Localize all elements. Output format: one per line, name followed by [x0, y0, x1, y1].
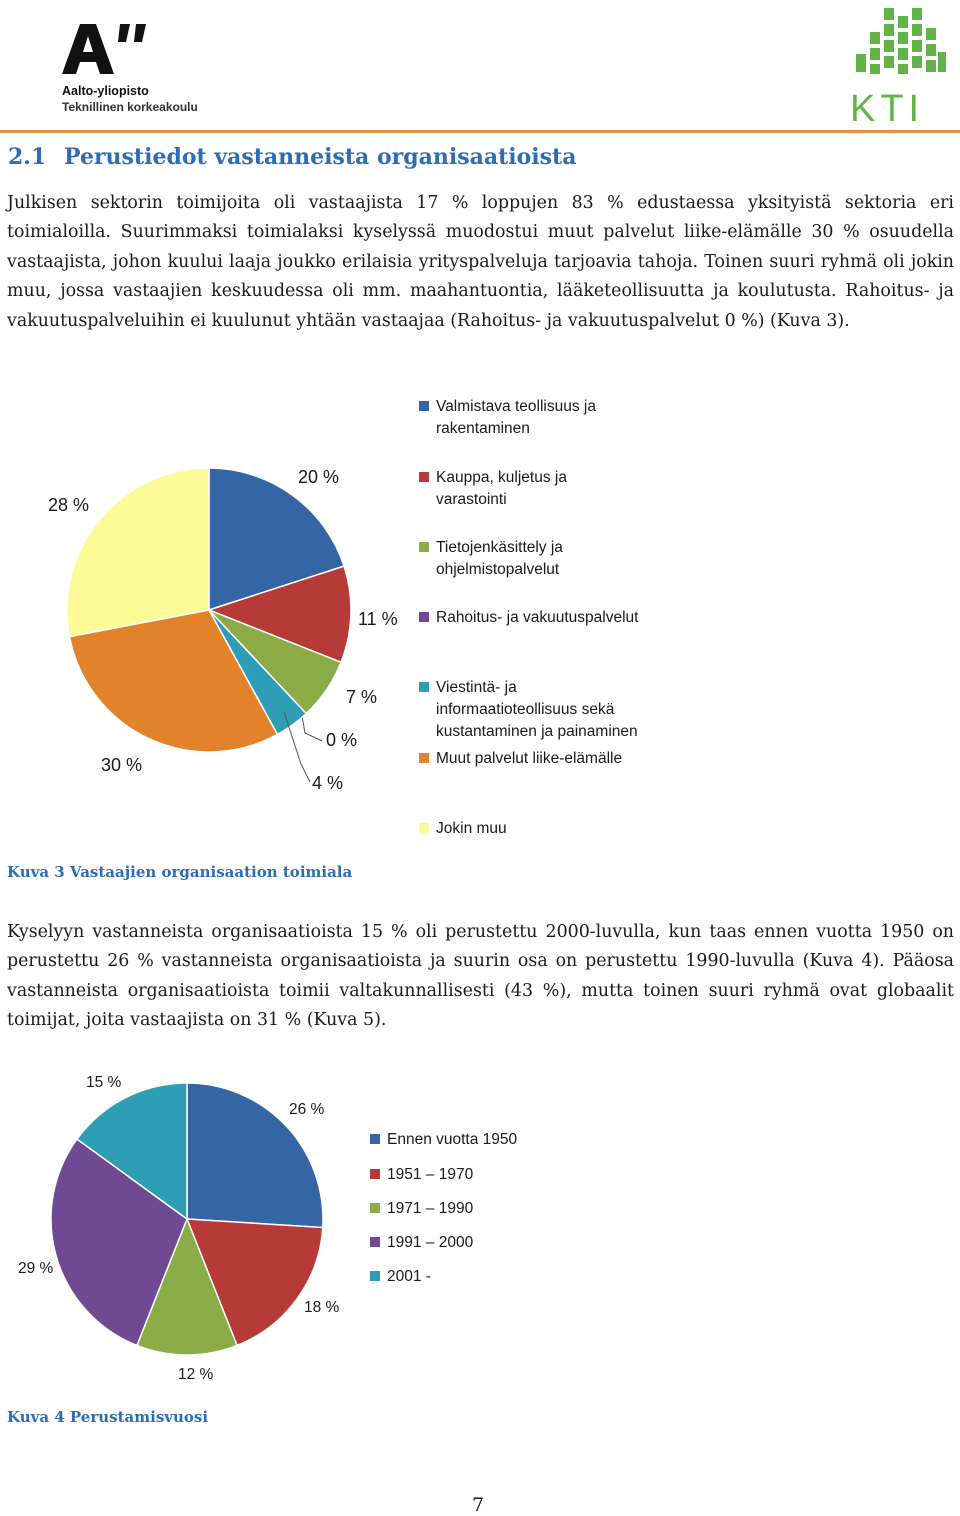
founding-legend-label-2: 1951 – 1970	[387, 1166, 474, 1183]
aalto-logo-line1: Aalto-yliopisto	[62, 84, 149, 98]
section-title: Perustiedot vastanneista organisaatioista	[64, 144, 577, 170]
industry-legend-swatch-5	[419, 682, 429, 692]
founding-slice-4-data-label: 29 %	[18, 1260, 54, 1277]
industry-legend-label-3: Tietojenkäsittely ja	[436, 539, 563, 556]
figure-caption-4: Kuva 4 Perustamisvuosi	[7, 1408, 209, 1426]
founding-legend-swatch-1	[370, 1134, 380, 1144]
founding-slice-3-data-label: 12 %	[178, 1366, 214, 1383]
founding-legend-label-1: Ennen vuotta 1950	[387, 1131, 518, 1148]
figure-caption-3: Kuva 3 Vastaajien organisaation toimiala	[7, 863, 353, 881]
industry-legend-swatch-4	[419, 612, 429, 622]
founding-legend-label-3: 1971 – 1990	[387, 1200, 474, 1217]
founding-legend-swatch-5	[370, 1271, 380, 1281]
industry-legend-label-5: Viestintä- ja	[436, 679, 517, 696]
founding-legend-label-4: 1991 – 2000	[387, 1234, 474, 1251]
pie-chart-founding-year	[18, 1074, 518, 1383]
industry-legend-label-2: Kauppa, kuljetus ja	[436, 469, 567, 486]
industry-legend-label-1: rakentaminen	[436, 420, 530, 437]
founding-legend-label-5: 2001 -	[387, 1268, 431, 1285]
founding-slice-5-data-label: 15 %	[86, 1074, 122, 1091]
kti-logo-text: KTI	[850, 88, 925, 130]
industry-legend-swatch-2	[419, 472, 429, 482]
industry-legend-label-6: Muut palvelut liike-elämälle	[436, 750, 623, 767]
industry-legend-swatch-7	[419, 823, 429, 833]
industry-legend-swatch-6	[419, 753, 429, 763]
industry-legend-label-3: ohjelmistopalvelut	[436, 561, 560, 578]
paragraph-2: Kyselyyn vastanneista organisaatioista 15 % oli perustettu 2000-luvulla, kun taas ennen vuotta 1950 on perustettu 26 % vastanneista organisaatioista ja suurin osa on perustettu 1990-luvulla (Kuva 4). Pääosa vastanneista organisaatioista toimii valtakunnallisesti (43 %), mutta toinen suuri ryhmä ovat globaalit toimijat, joita vastaajista on 31 % (Kuva 5).	[7, 922, 954, 1031]
page-number: 7	[472, 1494, 485, 1516]
section-number: 2.1	[8, 144, 47, 170]
pie-chart-industry	[48, 398, 639, 837]
industry-legend-swatch-1	[419, 401, 429, 411]
founding-slice-2-data-label: 18 %	[304, 1299, 340, 1316]
aalto-logo-line2: Teknillinen korkeakoulu	[62, 100, 198, 114]
industry-slice-5-leader-line	[284, 712, 310, 782]
industry-legend-label-4: Rahoitus- ja vakuutuspalvelut	[436, 609, 639, 626]
industry-slice-4-data-label: 0 %	[326, 730, 358, 750]
industry-slice-7-data-label: 28 %	[48, 495, 90, 515]
industry-legend-label-7: Jokin muu	[436, 820, 507, 837]
industry-slice-6-data-label: 30 %	[101, 755, 143, 775]
industry-legend-label-2: varastointi	[436, 491, 507, 508]
industry-legend-label-1: Valmistava teollisuus ja	[436, 398, 596, 415]
industry-legend-label-5: informaatioteollisuus sekä	[436, 701, 615, 718]
industry-legend-label-5: kustantaminen ja painaminen	[436, 723, 638, 740]
founding-legend-swatch-3	[370, 1203, 380, 1213]
paragraph-1: Julkisen sektorin toimijoita oli vastaajista 17 % loppujen 83 % edustaessa yksityistä sektoria eri toimialoilla. Suurimmaksi toimialaksi kyselyssä muodostui muut palvelut liike-elämälle 30 % osuudella vastaajista, johon kuului laaja joukko erilaisia yrityspalveluja tarjoavia tahoja. Toinen suuri ryhmä oli jokin muu, jossa vastaajien keskuudessa oli mm. maahantuontia, lääketeollisuutta ja koulutusta. Rahoitus- ja vakuutuspalveluihin ei kuulunut yhtään vastaajaa (Rahoitus- ja vakuutuspalvelut 0 %) (Kuva 3).	[7, 193, 954, 331]
industry-legend-swatch-3	[419, 542, 429, 552]
industry-slice-3-data-label: 7 %	[346, 687, 378, 707]
founding-legend-swatch-4	[370, 1237, 380, 1247]
industry-slice-7	[67, 468, 209, 637]
industry-slice-5-data-label: 4 %	[312, 773, 344, 793]
industry-slice-1-data-label: 20 %	[298, 467, 340, 487]
industry-slice-2-data-label: 11 %	[358, 609, 398, 629]
founding-legend-swatch-2	[370, 1169, 380, 1179]
founding-slice-1-data-label: 26 %	[289, 1101, 325, 1118]
